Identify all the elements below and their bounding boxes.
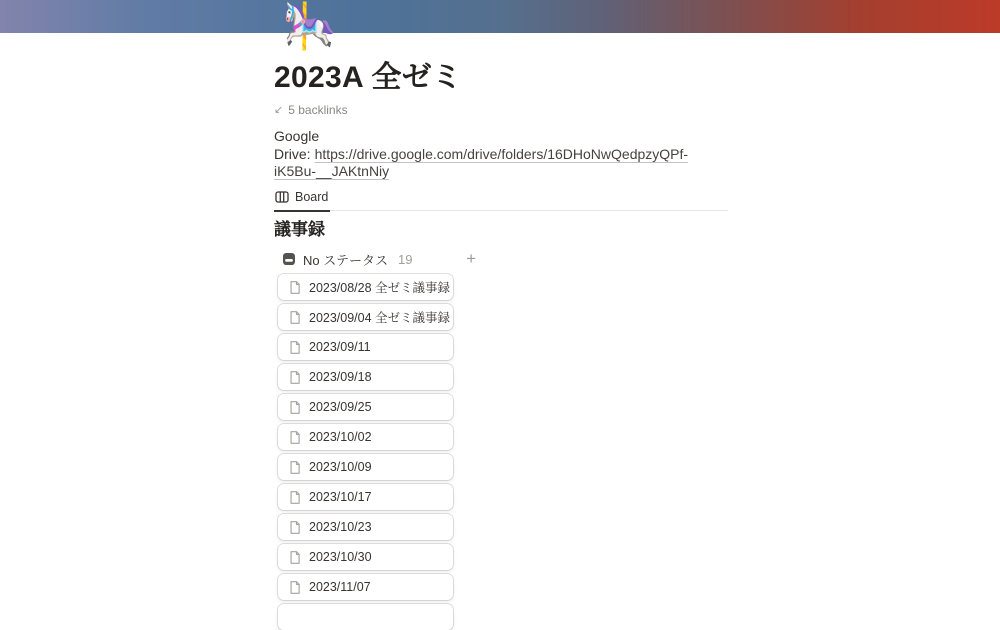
page-content [274,60,728,630]
board-group-name: No ステータス [303,252,388,268]
card-list [274,274,457,630]
card-title: 2023/10/02 [309,430,372,445]
list-item[interactable] [278,454,453,480]
card-title: 2023/09/18 [309,370,372,385]
cover-banner [0,0,1000,33]
list-item-partial[interactable] [278,604,453,630]
list-item[interactable] [278,424,453,450]
tab-board-label: Board [295,189,329,204]
property-label: Google Drive: [274,128,320,162]
list-item[interactable] [278,514,453,540]
card-title: 2023/08/28 全ゼミ議事録 [309,281,451,296]
list-item[interactable] [278,394,453,420]
page-doc-icon [288,400,302,415]
card-title: 2023/11/07 [309,580,371,595]
card-title: 2023/09/11 [309,340,371,355]
list-item[interactable] [278,334,453,360]
list-item[interactable] [278,544,453,570]
page-doc-icon [288,550,302,565]
card-title: 2023/10/30 [309,550,372,565]
page-doc-icon [288,340,302,355]
card-title: 2023/09/04 全ゼミ議事録 [309,311,451,326]
backlinks-toggle[interactable] [274,103,348,117]
backlinks-label: 5 backlinks [288,103,348,117]
page-doc-icon [288,490,302,505]
page-doc-icon [288,430,302,445]
list-item[interactable] [278,574,453,600]
view-tabbar [274,188,728,212]
page-icon-emoji[interactable]: 🎠 [282,1,337,52]
page-doc-icon [288,280,302,295]
board-group-header [274,251,478,267]
card-title: 2023/10/23 [309,520,372,535]
board-view-icon [275,190,289,204]
page-doc-icon [288,520,302,535]
add-card-button[interactable]: + [466,249,476,269]
backlink-arrow-icon: ↙ [274,103,284,116]
section-heading: 議事録 [274,220,325,239]
google-drive-link[interactable]: https://drive.google.com/drive/folders/16DHoNwQedpzyQPf-iK5Bu-__JAKtnNiy [274,145,689,179]
page-doc-icon [288,460,302,475]
tab-board[interactable] [274,188,330,212]
page-doc-icon [288,310,302,325]
board-column-no-status [274,251,478,630]
list-item[interactable] [278,484,453,510]
google-drive-property [274,128,728,181]
board-group-count: 19 [397,251,413,267]
list-item[interactable] [278,304,453,330]
page-doc-icon [288,580,302,595]
card-title: 2023/09/25 [309,400,372,415]
page-title[interactable]: 2023A 全ゼミ [274,61,463,94]
page-doc-icon [288,370,302,385]
no-status-icon [282,252,296,266]
list-item[interactable] [278,274,453,300]
card-title: 2023/10/17 [309,490,372,505]
list-item[interactable] [278,364,453,390]
card-title: 2023/10/09 [309,460,372,475]
